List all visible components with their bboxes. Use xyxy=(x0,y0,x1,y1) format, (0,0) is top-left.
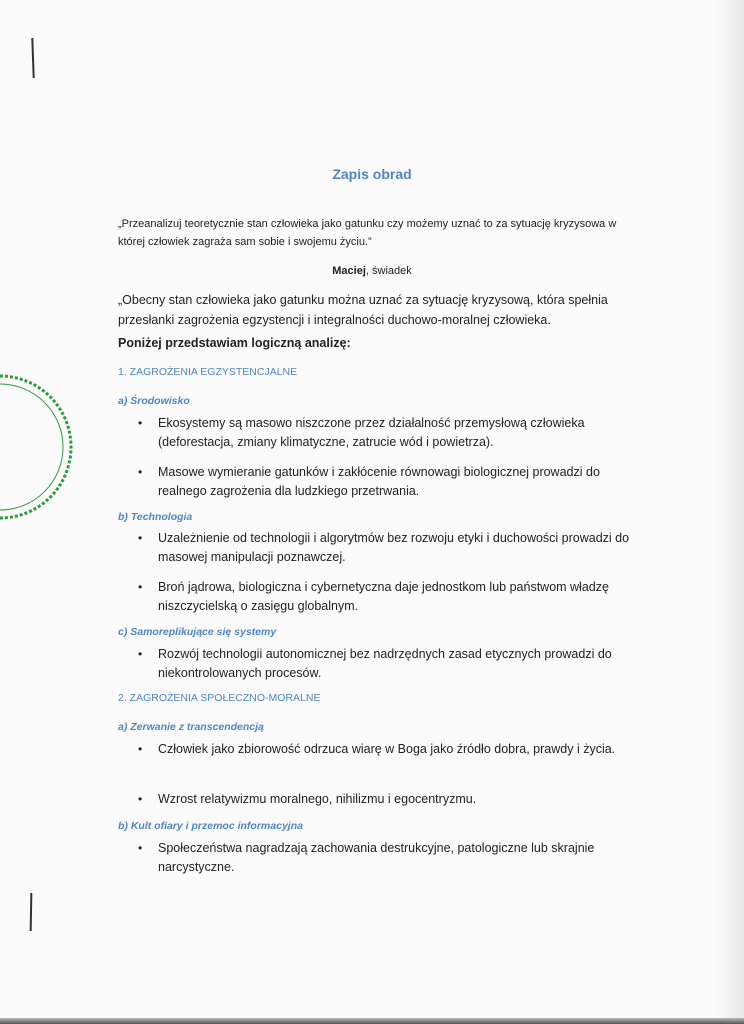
bullet-marker: • xyxy=(138,465,143,479)
subsection-heading-self-replicating: c) Samoreplikujące się systemy xyxy=(118,626,277,638)
bullet-marker: • xyxy=(138,742,143,756)
list-item-text: Ekosystemy są masowo niszczone przez działalność przemysłową człowieka (deforestacja, zmiany klimatyczne, zatrucie wód i powietrza). xyxy=(158,416,585,449)
answer-quote: „Obecny stan człowieka jako gatunku można uznać za sytuację kryzysową, która spełnia przesłanki zagrożenia egzystencji i integralności duchowo-moralnej człowieka. xyxy=(118,293,608,327)
attribution xyxy=(0,265,744,277)
subsection-heading-victim-cult: b) Kult ofiary i przemoc informacyjna xyxy=(118,820,303,832)
list-item-text: Broń jądrowa, biologiczna i cybernetyczna daje jednostkom lub państwom władzę niszczycielską o zasięgu globalnym. xyxy=(158,580,609,613)
page-bottom-edge xyxy=(0,1018,744,1024)
page-right-shadow xyxy=(716,0,744,1024)
witness-role: , świadek xyxy=(365,265,412,277)
list-item-text: Wzrost relatywizmu moralnego, nihilizmu i egocentryzmu. xyxy=(158,792,477,806)
section-heading-existential: 1. ZAGROŻENIA EGZYSTENCJALNE xyxy=(118,366,298,378)
subsection-heading-environment: a) Środowisko xyxy=(118,395,190,407)
list-item-text: Rozwój technologii autonomicznej bez nadrzędnych zasad etycznych prowadzi do niekontrolowanych procesów. xyxy=(158,647,612,680)
page-title: Zapis obrad xyxy=(332,166,412,182)
binding-mark-top xyxy=(31,38,34,78)
list-item-text: Społeczeństwa nagradzają zachowania destrukcyjne, patologiczne lub skrajnie narcystyczne. xyxy=(158,841,595,874)
subsection-heading-technology: b) Technologia xyxy=(118,511,193,523)
subsection-heading-transcendence: a) Zerwanie z transcendencją xyxy=(118,721,264,733)
analysis-intro: Poniżej przedstawiam logiczną analizę: xyxy=(118,336,351,350)
question-quote: „Przeanalizuj teoretycznie stan człowieka jako gatunku czy możemy uznać to za sytuację kryzysowa w której człowiek zagraża sam sobie i swojemu życiu.” xyxy=(118,218,617,248)
binding-mark-bottom xyxy=(30,893,33,931)
bullet-marker: • xyxy=(138,580,143,594)
bullet-marker: • xyxy=(138,792,143,806)
section-heading-social-moral: 2. ZAGROŻENIA SPOŁECZNO-MORALNE xyxy=(118,692,321,704)
list-item-text: Masowe wymieranie gatunków i zakłócenie równowagi biologicznej prowadzi do realnego zagrożenia dla ludzkiego przetrwania. xyxy=(158,465,600,498)
witness-name: Maciej xyxy=(332,265,366,277)
bullet-marker: • xyxy=(138,841,143,855)
list-item-text: Człowiek jako zbiorowość odrzuca wiarę w Boga jako źródło dobra, prawdy i życia. xyxy=(158,742,616,756)
bullet-marker: • xyxy=(138,647,143,661)
list-item-text: Uzależnienie od technologii i algorytmów bez rozwoju etyki i duchowości prowadzi do masowej manipulacji poznawczej. xyxy=(158,531,630,564)
bullet-marker: • xyxy=(138,531,143,545)
stamp-seal xyxy=(0,372,76,522)
bullet-marker: • xyxy=(138,416,143,430)
